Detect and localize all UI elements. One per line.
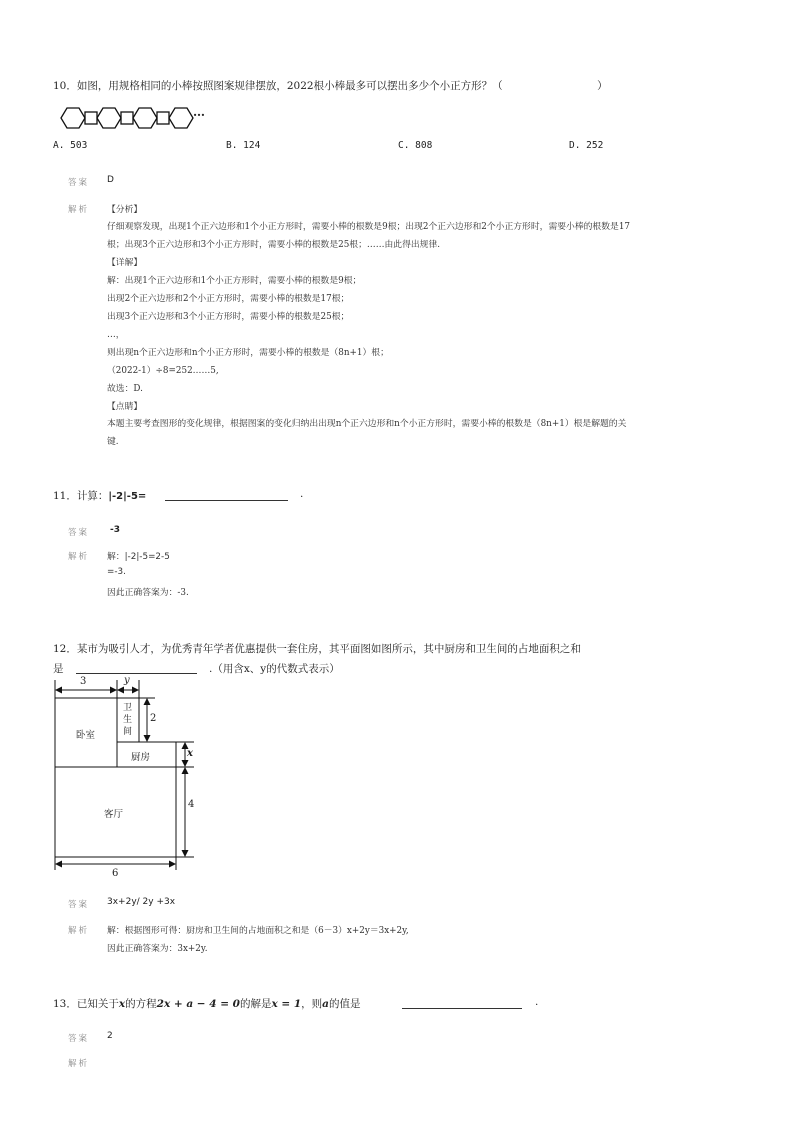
q13-var-x: x	[118, 998, 126, 1010]
q11-analysis-line: 解：|-2|-5=2-5	[107, 552, 170, 562]
bathroom-char: 卫	[123, 703, 133, 713]
q13-stem-suffix: .	[535, 996, 539, 1008]
q13-answer-label: 答案	[68, 1034, 90, 1044]
dim-label-6: 6	[112, 868, 119, 879]
q10-answer-label: 答案	[68, 178, 90, 188]
q12-stem-line1: 12．某市为吸引人才，为优秀青年学者优惠提供一套住房，其平面图如图所示，其中厨房和卫生间的占地面积之和	[53, 643, 581, 655]
q12-stem-suffix: .（用含x、y的代数式表示）	[209, 663, 340, 675]
q11-analysis-line: =-3.	[107, 567, 126, 577]
q12-analysis-label: 解析	[68, 926, 90, 936]
q12-answer: 3x+2y/ 2y +3x	[107, 897, 176, 907]
q11-analysis-line: 因此正确答案为：-3.	[107, 588, 189, 598]
room-living-label: 客厅	[104, 809, 124, 820]
q10-analysis-line: （2022-1）÷8=252……5,	[107, 366, 219, 376]
q10-analysis-line: 【详解】	[107, 258, 143, 268]
dim-label-2: 2	[150, 713, 157, 724]
q10-analysis-line: …，	[107, 330, 125, 340]
q10-pattern-ellipsis: …	[193, 105, 205, 119]
q10-analysis-line: 解：出现1个正六边形和1个小正方形时，需要小棒的根数是9根；	[107, 276, 362, 286]
q10-answer: D	[107, 175, 114, 185]
q10-analysis-line: 本题主要考查图形的变化规律，根据图案的变化归纳出出现n个正六边形和n个小正方形时，需要小棒的根数是（8n+1）根是解题的关	[107, 419, 627, 429]
q11-answer-label: 答案	[68, 528, 90, 538]
q10-option-a: A. 503	[53, 140, 88, 151]
q11-expression: |-2|-5=	[108, 491, 147, 502]
q11-answer: -3	[110, 525, 120, 535]
q12-stem-prefix: 是	[53, 663, 64, 675]
room-bedroom-label: 卧室	[76, 730, 96, 741]
dim-label-x: x	[187, 748, 193, 759]
q10-analysis-line: 则出现n个正六边形和n个小正方形时，需要小棒的根数是（8n+1）根；	[107, 348, 389, 358]
q10-option-d: D. 252	[569, 140, 604, 151]
q13-stem	[53, 996, 360, 1011]
q10-analysis-line: 根；出现3个正六边形和3个小正方形时，需要小棒的根数是25根；……由此得出规律.	[107, 240, 441, 250]
q13-stem-mid2: 的解是	[239, 998, 272, 1010]
q11-stem-suffix: .	[300, 488, 304, 500]
q13-stem-prefix: 13．已知关于	[53, 998, 119, 1010]
bathroom-char: 间	[123, 727, 133, 737]
dim-label-y: y	[124, 675, 130, 686]
q13-stem-mid4: 的值是	[328, 998, 361, 1010]
q10-option-b: B. 124	[226, 140, 261, 151]
dim-label-3: 3	[80, 676, 87, 687]
q11-analysis-label: 解析	[68, 552, 90, 562]
room-kitchen-label: 厨房	[131, 752, 151, 763]
q10-analysis-line: 出现3个正六边形和3个小正方形时，需要小棒的根数是25根；	[107, 312, 350, 322]
q11-stem-prefix: 11．计算：	[53, 490, 109, 502]
q10-analysis-label: 解析	[68, 205, 90, 215]
q13-stem-mid3: ，则	[301, 998, 323, 1010]
q10-analysis-line: 【分析】	[107, 205, 143, 215]
q13-stem-mid1: 的方程	[125, 998, 157, 1010]
q13-answer-blank	[402, 996, 522, 1009]
room-bathroom-label	[123, 702, 132, 738]
q12-analysis-line: 解：根据图形可得：厨房和卫生间的占地面积之和是（6－3）x+2y＝3x+2y,	[107, 926, 409, 936]
q10-option-c: C. 808	[398, 140, 433, 151]
q12-analysis-line: 因此正确答案为：3x+2y.	[107, 944, 208, 954]
dim-label-4: 4	[188, 799, 195, 810]
q13-equation: 2x + a − 4 = 0	[156, 998, 240, 1010]
q10-analysis-line: 出现2个正六边形和2个小正方形时，需要小棒的根数是17根；	[107, 294, 350, 304]
q10-analysis-line: 仔细观察发现，出现1个正六边形和1个小正方形时，需要小棒的根数是9根；出现2个正六边形和2个小正方形时，需要小棒的根数是17	[107, 222, 631, 232]
q13-analysis-label: 解析	[68, 1059, 90, 1069]
bathroom-char: 生	[123, 715, 133, 725]
q10-analysis-line: 【点睛】	[107, 402, 143, 412]
q10-stem: 10．如图，用规格相同的小棒按照图案规律摆放，2022根小棒最多可以摆出多少个小正方形？（ ）	[53, 80, 608, 92]
q13-answer: 2	[107, 1031, 113, 1041]
q10-analysis-line: 故选：D.	[107, 384, 143, 394]
q13-solution: x = 1	[271, 998, 302, 1010]
q13-var-a: a	[322, 998, 329, 1010]
q10-analysis-line: 键.	[107, 437, 119, 447]
q12-answer-label: 答案	[68, 900, 90, 910]
